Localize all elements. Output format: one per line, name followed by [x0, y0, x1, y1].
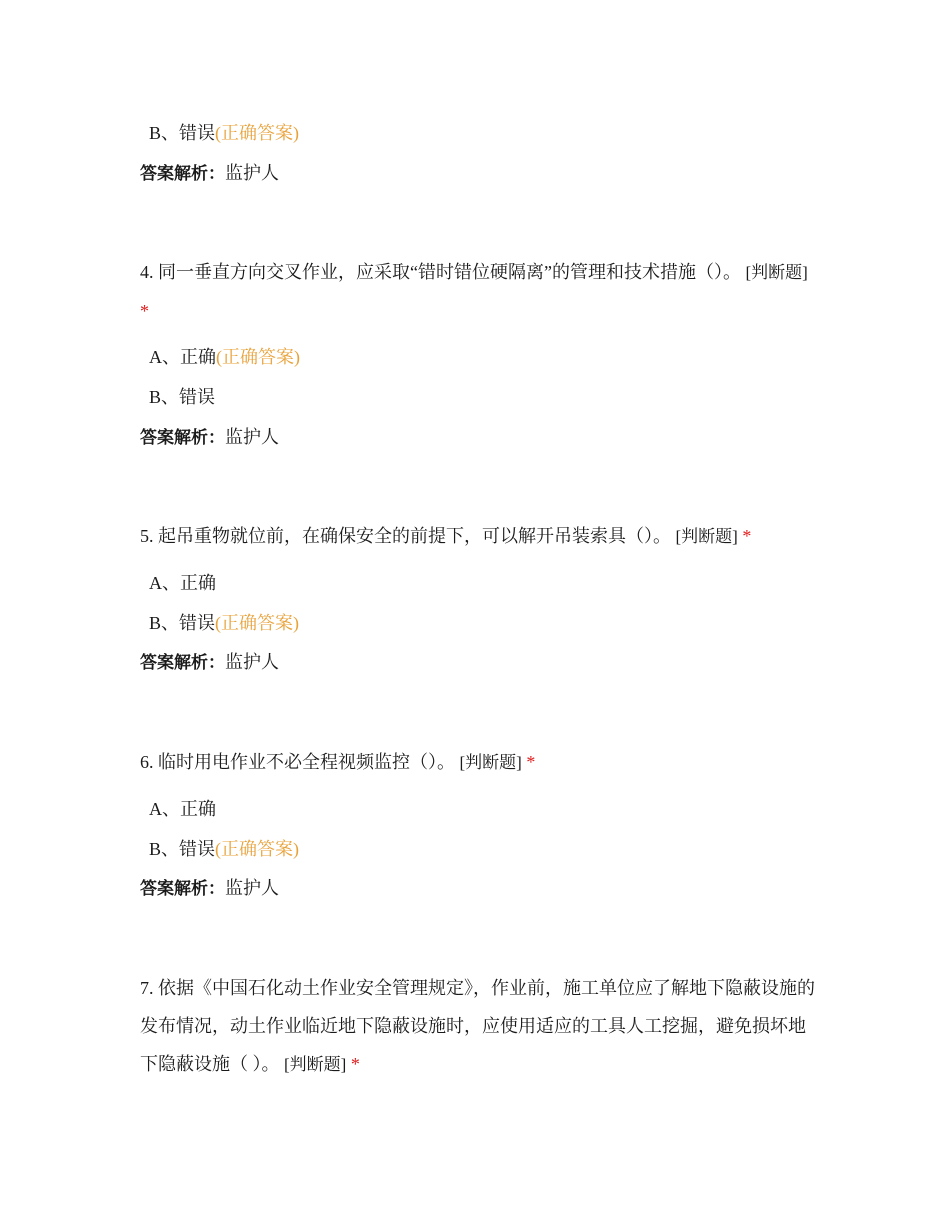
- question-text: [140, 517, 815, 556]
- option-letter: A、: [149, 347, 180, 367]
- question-text: [140, 969, 815, 1084]
- correct-answer-mark: (正确答案): [215, 613, 300, 633]
- q5-option-b: [149, 611, 299, 635]
- analysis-label: 答案解析：: [140, 653, 225, 673]
- option-letter: B、: [149, 123, 180, 143]
- required-star: *: [140, 301, 149, 321]
- analysis-value: 监护人: [225, 878, 279, 898]
- q4-option-b: [149, 385, 215, 409]
- question-stem: 6. 临时用电作业不必全程视频监控（）。: [140, 752, 455, 772]
- question-type: [判断题]: [745, 263, 808, 282]
- question-type: [判断题]: [675, 527, 738, 546]
- option-text: 错误: [179, 613, 216, 633]
- question-5: [140, 517, 815, 556]
- option-text: 正确: [180, 573, 216, 593]
- option-text: 正确: [180, 799, 216, 819]
- question-type: [判断题]: [459, 753, 522, 772]
- option-letter: B、: [149, 839, 180, 859]
- correct-answer-mark: (正确答案): [216, 347, 300, 367]
- q4-option-a: [149, 345, 300, 369]
- question-6: [140, 743, 815, 782]
- option-text: 正确: [180, 347, 216, 367]
- correct-answer-mark: (正确答案): [215, 123, 300, 143]
- question-7: [140, 969, 815, 1084]
- analysis-label: 答案解析：: [140, 428, 225, 448]
- q5-analysis: [140, 650, 279, 675]
- option-text: 错误: [179, 839, 216, 859]
- q6-option-a: [149, 797, 216, 821]
- q6-analysis: [140, 876, 279, 901]
- correct-answer-mark: (正确答案): [215, 839, 300, 859]
- analysis-value: 监护人: [225, 427, 279, 447]
- question-stem: 4. 同一垂直方向交叉作业，应采取“错时错位硬隔离”的管理和技术措施（）。: [140, 262, 741, 282]
- option-text: 错误: [179, 123, 216, 143]
- q3-option-b: [149, 121, 299, 145]
- option-letter: A、: [149, 573, 180, 593]
- q6-option-b: [149, 837, 299, 861]
- q3-analysis: [140, 161, 279, 186]
- q4-analysis: [140, 425, 279, 450]
- analysis-value: 监护人: [225, 652, 279, 672]
- required-star: *: [350, 1054, 360, 1074]
- required-star: *: [526, 752, 536, 772]
- analysis-label: 答案解析：: [140, 164, 225, 184]
- option-text: 错误: [179, 387, 216, 407]
- question-text: [140, 253, 815, 330]
- question-stem: 7. 依据《中国石化动土作业安全管理规定》，作业前，施工单位应了解地下隐蔽设施的发布情况，动土作业临近地下隐蔽设施时，应使用适应的工具人工挖掘，避免损坏地下隐蔽设施（ ）。: [140, 978, 815, 1074]
- option-letter: B、: [149, 613, 180, 633]
- question-4: [140, 253, 815, 330]
- question-text: [140, 743, 815, 782]
- analysis-value: 监护人: [225, 163, 279, 183]
- option-letter: A、: [149, 799, 180, 819]
- question-type: [判断题]: [284, 1055, 347, 1074]
- question-stem: 5. 起吊重物就位前，在确保安全的前提下，可以解开吊装索具（）。: [140, 526, 671, 546]
- option-letter: B、: [149, 387, 180, 407]
- analysis-label: 答案解析：: [140, 879, 225, 899]
- q5-option-a: [149, 571, 216, 595]
- required-star: *: [742, 526, 752, 546]
